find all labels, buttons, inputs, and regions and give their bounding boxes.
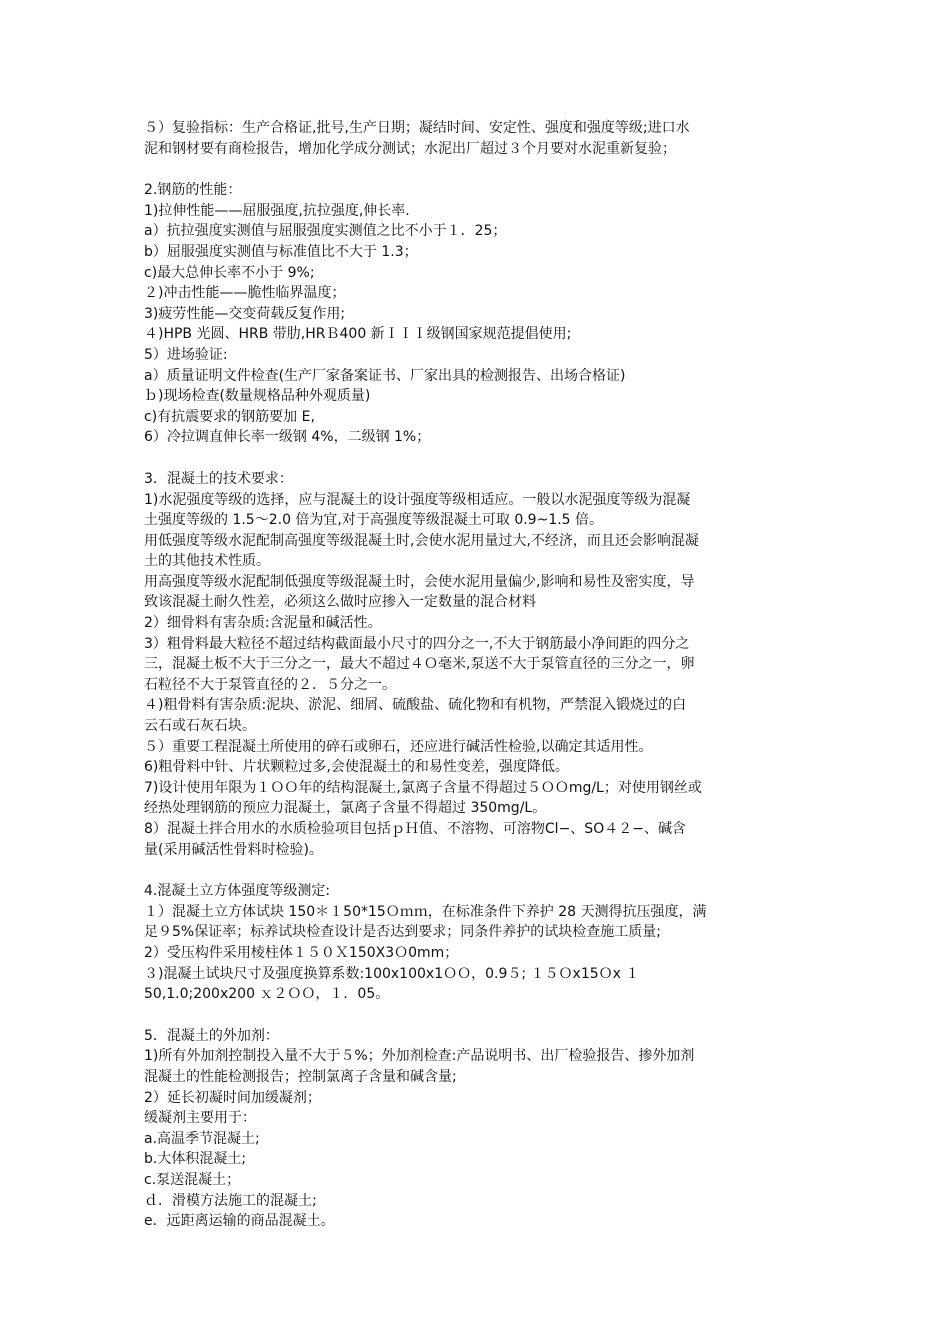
text-line: c.泵送混凝土； [144, 1171, 241, 1188]
text-line: 石粒径不大于泵管直径的２．５分之一。 [144, 676, 396, 693]
text-line: 经热处理钢筋的预应力混凝土，氯离子含量不得超过 350mg/L。 [144, 800, 547, 817]
text-line: ４)粗骨料有害杂质:泥块、淤泥、细屑、硫酸盐、硫化物和有机物，严禁混入锻烧过的白 [144, 697, 687, 714]
text-line: 用高强度等级水泥配制低强度等级混凝土时，会使水泥用量偏少,影响和易性及密实度，导 [144, 573, 695, 590]
text-line: c)有抗震要求的钢筋要加 E, [144, 408, 315, 425]
section-rebar-performance [144, 180, 808, 448]
text-line: ３)混凝土试块尺寸及强度换算系数:100x100x1ＯＯ，0.9５; １５Ｏx15Ｏx １ [144, 965, 640, 982]
text-line: 2）细骨料有害杂质:含泥量和碱活性。 [144, 615, 382, 632]
section-heading: 3．混凝土的技术要求： [144, 470, 293, 487]
text-line: 量(采用碱活性骨料时检验)。 [144, 841, 323, 858]
text-line: 足９5%保证率；标养试块检查设计是否达到要求；同条件养护的试块检查施工质量; [144, 924, 661, 941]
text-line: 土的其他技术性质。 [144, 553, 270, 570]
text-line: 6）冷拉调直伸长率一级钢 4%，二级钢 1%； [144, 429, 431, 446]
text-line: a）抗拉强度实测值与屈服强度实测值之比不小于１．25； [144, 223, 507, 240]
section-concrete-requirements [144, 469, 808, 860]
text-line: c)最大总伸长率不小于 9%; [144, 264, 315, 281]
section-heading: 5．混凝土的外加剂： [144, 1027, 279, 1044]
text-line: 8）混凝土拌合用水的水质检验项目包括ｐＨ值、不溶物、可溶物Cl−、SO４２−、碱含 [144, 821, 686, 837]
text-line: 3）粗骨料最大粒径不超过结构截面最小尺寸的四分之一,不大于钢筋最小净间距的四分之 [144, 635, 690, 652]
text-line: 混凝土的性能检测报告；控制氯离子含量和碱含量; [144, 1068, 457, 1085]
text-line: ２)冲击性能——脆性临界温度； [144, 285, 346, 302]
text-line: 致该混凝土耐久性差，必须这么做时应掺入一定数量的混合材料 [144, 594, 536, 611]
text-line: １）混凝土立方体试块 150＊１50*15Ｏｍｍ，在标准条件下养护 28 天测得抗压强度，满 [144, 903, 707, 920]
text-line: 用低强度等级水泥配制高强度等级混凝土时,会使水泥用量过大,不经济，而且还会影响混凝 [144, 532, 699, 549]
text-line: b.大体积混凝土; [144, 1151, 247, 1168]
section-heading: 4.混凝土立方体强度等级测定: [144, 883, 331, 900]
text-line: 三，混凝土板不大于三分之一，最大不超过４Ｏ毫米,泵送不大于泵管直径的三分之一，卵 [144, 656, 695, 673]
text-line: 云石或石灰石块。 [144, 718, 256, 735]
text-line: ５）复验指标：生产合格证,批号,生产日期；凝结时间、安定性、强度和强度等级;进口水 [144, 120, 690, 136]
text-line: 2）延长初凝时间加缓凝剂； [144, 1089, 321, 1106]
text-line: ４)HPB 光圆、HRB 带肋,HRＢ400 新ＩＩＩ级钢国家规范提倡使用; [144, 326, 572, 343]
text-line: 1)拉伸性能——屈服强度,抗拉强度,伸长率. [144, 202, 410, 219]
text-line: 5）进场验证: [144, 346, 228, 363]
section-admixtures [144, 1026, 808, 1232]
text-line: 缓凝剂主要用于： [144, 1110, 256, 1127]
text-line: 土强度等级的 1.5～2.0 倍为宜,对于高强度等级混凝土可取 0.9~1.5 倍。 [144, 512, 604, 529]
text-line: a）质量证明文件检查(生产厂家备案证书、厂家出具的检测报告、出场合格证) [144, 367, 626, 384]
text-line: 3)疲劳性能—交变荷载反复作用; [144, 305, 346, 322]
text-line: 50,1.0;200x200 ｘ２ＯＯ，１．05。 [144, 986, 390, 1003]
text-line: 6)粗骨料中针、片状颗粒过多,会使混凝土的和易性变差，强度降低。 [144, 759, 569, 776]
text-line: 7)设计使用年限为１ＯＯ年的结构混凝土,氯离子含量不得超过５ＯＯmg/L；对使用钢丝或 [144, 779, 702, 796]
section-cube-strength [144, 881, 808, 1005]
text-line: ｄ．滑模方法施工的混凝土; [144, 1192, 317, 1209]
section-heading: 2.钢筋的性能： [144, 182, 242, 199]
text-line: ｂ)现场检查(数量规格品种外观质量) [144, 388, 371, 405]
text-line: 1)所有外加剂控制投入量不大于５%；外加剂检查:产品说明书、出厂检验报告、掺外加剂 [144, 1048, 695, 1065]
text-line: a.高温季节混凝土; [144, 1130, 260, 1147]
text-line: ５）重要工程混凝土所使用的碎石或卵石，还应进行碱活性检验,以确定其适用性。 [144, 738, 653, 755]
text-line: 2）受压构件采用棱柱体１５０Ｘ150X3Ｏ0mm； [144, 944, 459, 961]
text-line: 1)水泥强度等级的选择，应与混凝土的设计强度等级相适应。一般以水泥强度等级为混凝 [144, 491, 691, 508]
document-body [144, 118, 808, 1253]
section-cement-recheck [144, 118, 808, 159]
text-line: e．远距离运输的商品混凝土。 [144, 1213, 335, 1230]
text-line: 泥和钢材要有商检报告，增加化学成分测试；水泥出厂超过３个月要对水泥重新复验； [144, 140, 676, 157]
text-line: b）屈服强度实测值与标准值比不大于 1.3； [144, 243, 418, 260]
